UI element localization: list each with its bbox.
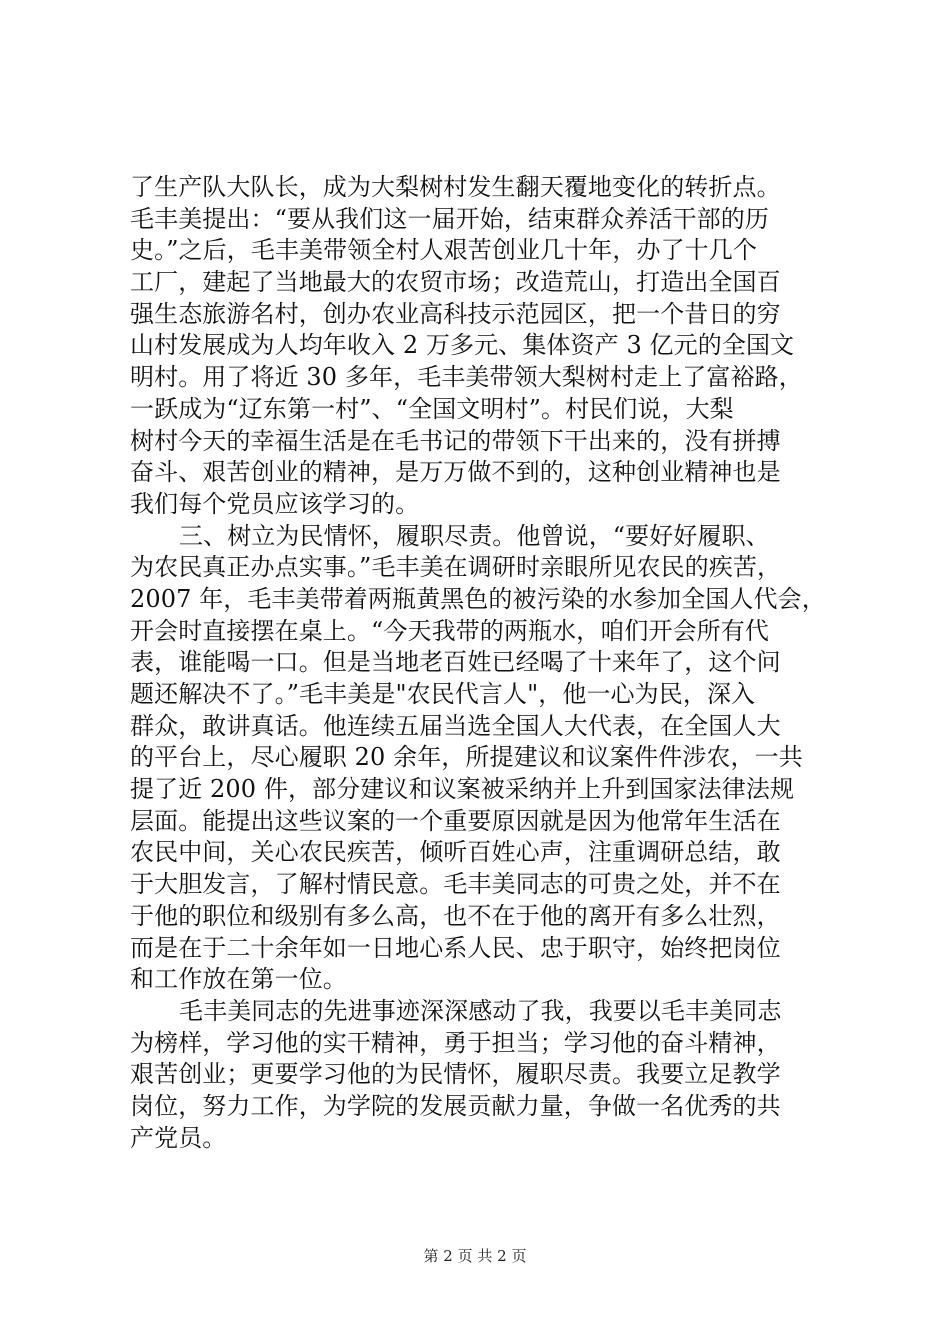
- document-body: [130, 172, 830, 1154]
- text-line: 于他的职位和级别有多么高，也不在于他的离开有多么壮烈，: [130, 901, 781, 930]
- text-line: 了生产队大队长，成为大梨树村发生翻天覆地变化的转折点。: [130, 173, 781, 201]
- page-footer: 第 2 页 共 2 页: [423, 1247, 527, 1265]
- text-line: 工厂，建起了当地最大的农贸市场；改造荒山，打造出全国百: [130, 268, 781, 297]
- text-line: 层面。能提出这些议案的一个重要原因就是因为他常年生活在: [130, 806, 781, 835]
- text-line: 毛丰美同志的先进事迹深深感动了我，我要以毛丰美同志: [179, 996, 782, 1025]
- text-line: 农民中间，关心农民疾苦，倾听百姓心声，注重调研总结，敢: [130, 838, 781, 867]
- text-line: 而是在于二十余年如一日地心系人民、忠于职守，始终把岗位: [130, 933, 781, 962]
- text-line: 题还解决不了。”毛丰美是"农民代言人"，他一心为民，深入: [130, 680, 756, 708]
- text-line: 群众，敢讲真话。他连续五届当选全国人大代表，在全国人大: [130, 711, 781, 740]
- text-line: 一跃成为“辽东第一村”、“全国文明村”。村民们说，大梨: [130, 394, 734, 423]
- text-line: 史。”之后，毛丰美带领全村人艰苦创业几十年，办了十几个: [130, 236, 757, 265]
- text-line: 为农民真正办点实事。”毛丰美在调研时亲眼所见农民的疾苦，: [130, 553, 782, 582]
- text-line: 的平台上，尽心履职 20 余年，所提建议和议案件件涉农，一共: [130, 743, 803, 772]
- text-line: 艰苦创业；更要学习他的为民情怀，履职尽责。我要立足教学: [130, 1060, 781, 1089]
- text-line: 三、树立为民情怀，履职尽责。他曾说，“要好好履职、: [179, 521, 770, 550]
- text-line: 于大胆发言，了解村情民意。毛丰美同志的可贵之处，并不在: [130, 870, 781, 899]
- text-line: 我们每个党员应该学习的。: [130, 489, 420, 518]
- text-line: 明村。用了将近 30 多年，毛丰美带领大梨树村走上了富裕路，: [130, 363, 803, 392]
- text-line: 树村今天的幸福生活是在毛书记的带领下干出来的，没有拼搏: [130, 426, 781, 455]
- text-line: 为榜样，学习他的实干精神，勇于担当；学习他的奋斗精神，: [130, 1028, 781, 1057]
- text-line: 毛丰美提出：“要从我们这一届开始，结束群众养活干部的历: [130, 204, 769, 233]
- text-line: 和工作放在第一位。: [130, 965, 347, 994]
- text-line: 山村发展成为人均年收入 2 万多元、集体资产 3 亿元的全国文: [130, 331, 795, 360]
- text-line: 奋斗、艰苦创业的精神，是万万做不到的，这种创业精神也是: [130, 458, 781, 487]
- text-line: 2007 年，毛丰美带着两瓶黄黑色的被污染的水参加全国人代会，: [130, 584, 826, 613]
- text-line: 开会时直接摆在桌上。“今天我带的两瓶水，咱们开会所有代: [130, 616, 769, 645]
- text-line: 强生态旅游名村，创办农业高科技示范园区，把一个昔日的穷: [130, 299, 781, 328]
- text-line: 产党员。: [130, 1123, 227, 1152]
- text-line: 提了近 200 件，部分建议和议案被采纳并上升到国家法律法规: [130, 775, 795, 804]
- text-line: 表，谁能喝一口。但是当地老百姓已经喝了十来年了，这个问: [130, 648, 781, 677]
- text-line: 岗位，努力工作，为学院的发展贡献力量，争做一名优秀的共: [130, 1091, 781, 1120]
